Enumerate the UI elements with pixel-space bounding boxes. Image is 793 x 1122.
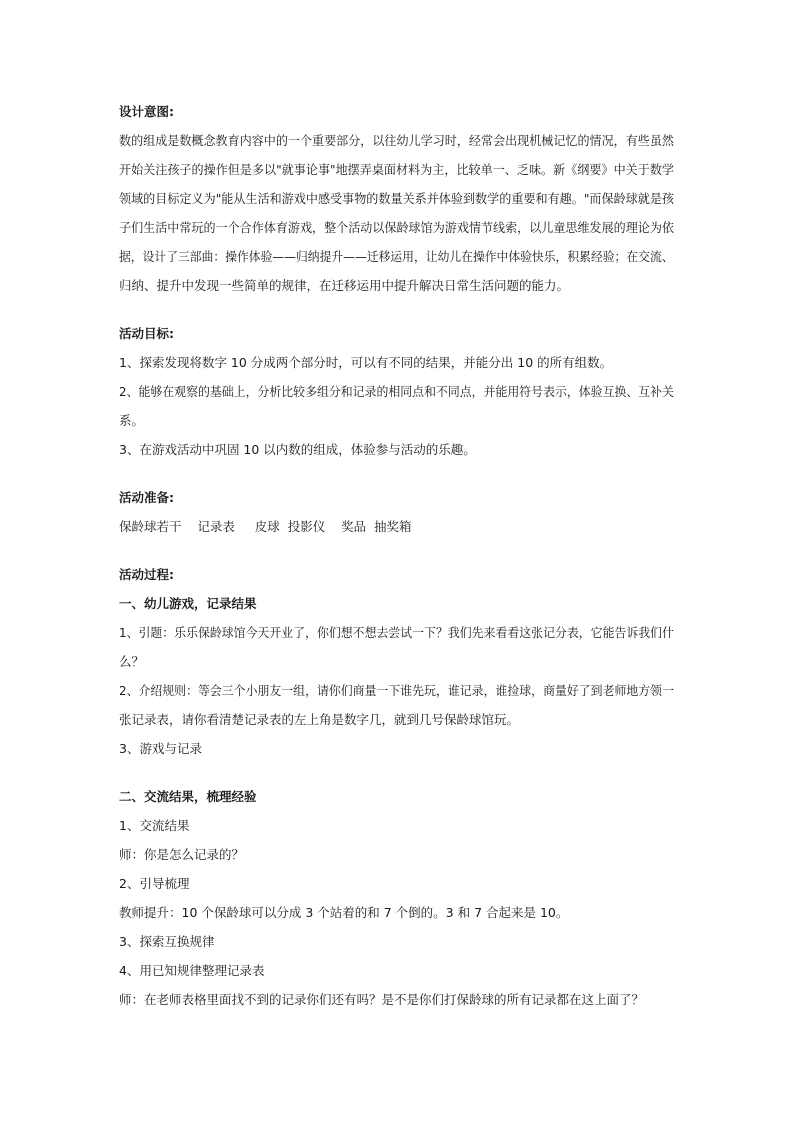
section-one-line: 么？ [119,654,145,669]
section-one-line: 张记录表，请你看清楚记录表的左上角是数字几，就到几号保龄球馆玩。 [119,712,520,727]
section-one-line: 1、引题：乐乐保龄球馆今天开业了，你们想不想去尝试一下？我们先来看看这张记分表，它能告诉我们什 [119,625,674,640]
design-paragraph-line: 开始关注孩子的操作但是多以"就事论事"地摆弄桌面材料为主，比较单一、乏味。新《纲要》中关于数学 [119,162,675,177]
design-paragraph-line: 据，设计了三部曲：操作体验——归纳提升——迁移运用，让幼儿在操作中体验快乐，积累经验；在交流、 [119,249,674,264]
section-two-line: 4、用已知规律整理记录表 [119,963,265,978]
design-paragraph-line: 领域的目标定义为"能从生活和游戏中感受事物的数量关系并体验到数学的重要和有趣。"而保龄球就是孩 [119,191,675,206]
design-intent-heading: 设计意图: [119,104,174,119]
section-two-heading: 二、交流结果，梳理经验 [119,789,257,804]
activity-prep-heading: 活动准备: [119,490,174,505]
prep-materials-line: 保龄球若干 记录表 皮球 投影仪 奖品 抽奖箱 [119,519,412,534]
section-two-line: 2、引导梳理 [119,876,190,891]
goal-line: 2、能够在观察的基础上，分析比较多组分和记录的相同点和不同点，并能用符号表示，体验互换、互补关 [119,384,674,399]
section-one-line: 3、游戏与记录 [119,741,202,756]
section-one-line: 2、介绍规则：等会三个小朋友一组，请你们商量一下谁先玩，谁记录，谁捡球，商量好了到老师地方领一 [119,683,674,698]
design-paragraph-line: 归纳、提升中发现一些简单的规律，在迁移运用中提升解决日常生活问题的能力。 [119,278,570,293]
section-two-line: 师：在老师表格里面找不到的记录你们还有吗？是不是你们打保龄球的所有记录都在这上面了？ [119,992,645,1007]
goal-line: 3、在游戏活动中巩固 10 以内数的组成，体验参与活动的乐趣。 [119,442,476,457]
section-one-heading: 一、幼儿游戏，记录结果 [119,596,257,611]
goal-line: 系。 [119,413,145,428]
design-paragraph-line: 子们生活中常玩的一个合作体育游戏，整个活动以保龄球馆为游戏情节线索，以儿童思维发展的理论为依 [119,220,675,235]
section-two-line: 师：你是怎么记录的？ [119,847,245,862]
activity-process-heading: 活动过程: [119,567,174,582]
section-two-line: 3、探索互换规律 [119,934,215,949]
activity-goals-heading: 活动目标: [119,326,174,341]
section-two-line: 1、交流结果 [119,818,190,833]
section-two-line: 教师提升：10 个保龄球可以分成 3 个站着的和 7 个倒的。3 和 7 合起来是 10。 [119,905,569,920]
goal-line: 1、探索发现将数字 10 分成两个部分时，可以有不同的结果，并能分出 10 的所有组数。 [119,355,613,370]
design-paragraph-line: 数的组成是数概念教育内容中的一个重要部分，以往幼儿学习时，经常会出现机械记忆的情况，有些虽然 [119,133,675,148]
